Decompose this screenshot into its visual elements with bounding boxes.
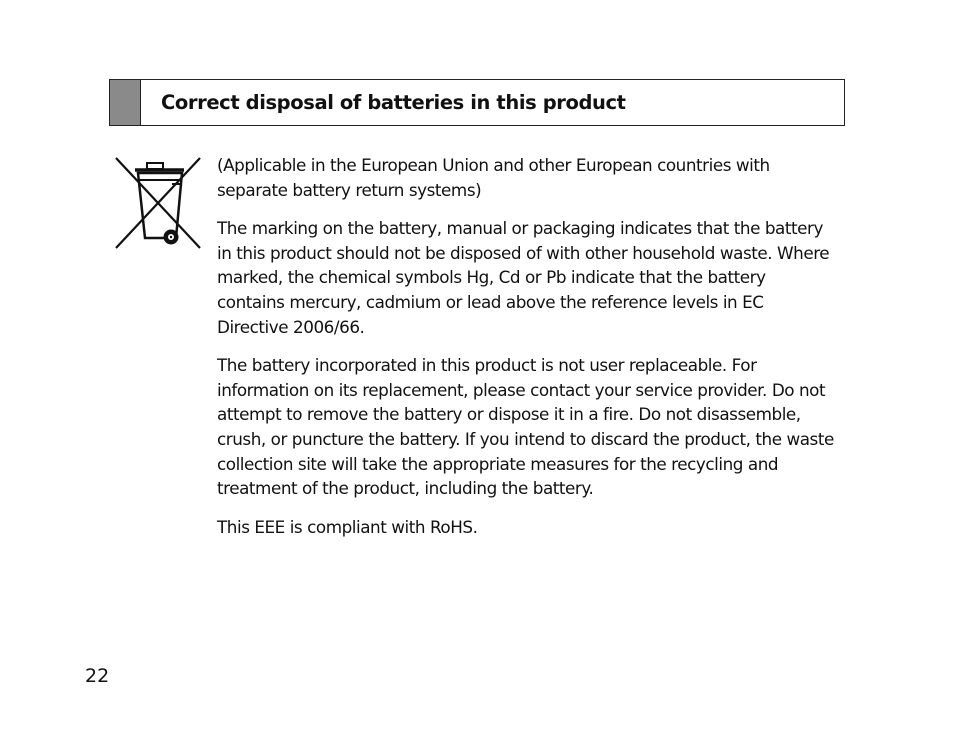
marking-paragraph: The marking on the battery, manual or packaging indicates that the battery in this product should not be disposed of with other household waste. Where marked, the chemical symbols Hg, Cd or Pb indicate that the battery contains mercury, cadmium or lead above the reference levels in EC Directive 2006/66. bbox=[217, 218, 830, 337]
crossed-out-wheelie-bin-icon bbox=[112, 154, 204, 252]
section-title: Correct disposal of batteries in this product bbox=[161, 91, 626, 114]
page-number: 22 bbox=[85, 665, 110, 687]
replacement-paragraph: The battery incorporated in this product is not user replaceable. For information on its replacement, please contact your service provider. Do not attempt to remove the battery or dispose it in a fire. Do not disassemble, crush, or puncture the battery. If you intend to discard the product, the waste collection site will take the appropriate measures for the recycling and treatment of the product, including the battery. bbox=[217, 355, 834, 499]
applicability-paragraph: (Applicable in the European Union and other European countries with separate battery return systems) bbox=[217, 155, 770, 200]
section-header bbox=[109, 79, 845, 126]
rohs-paragraph: This EEE is compliant with RoHS. bbox=[217, 516, 478, 537]
body-text bbox=[217, 153, 837, 553]
section-header-tab bbox=[110, 80, 141, 125]
